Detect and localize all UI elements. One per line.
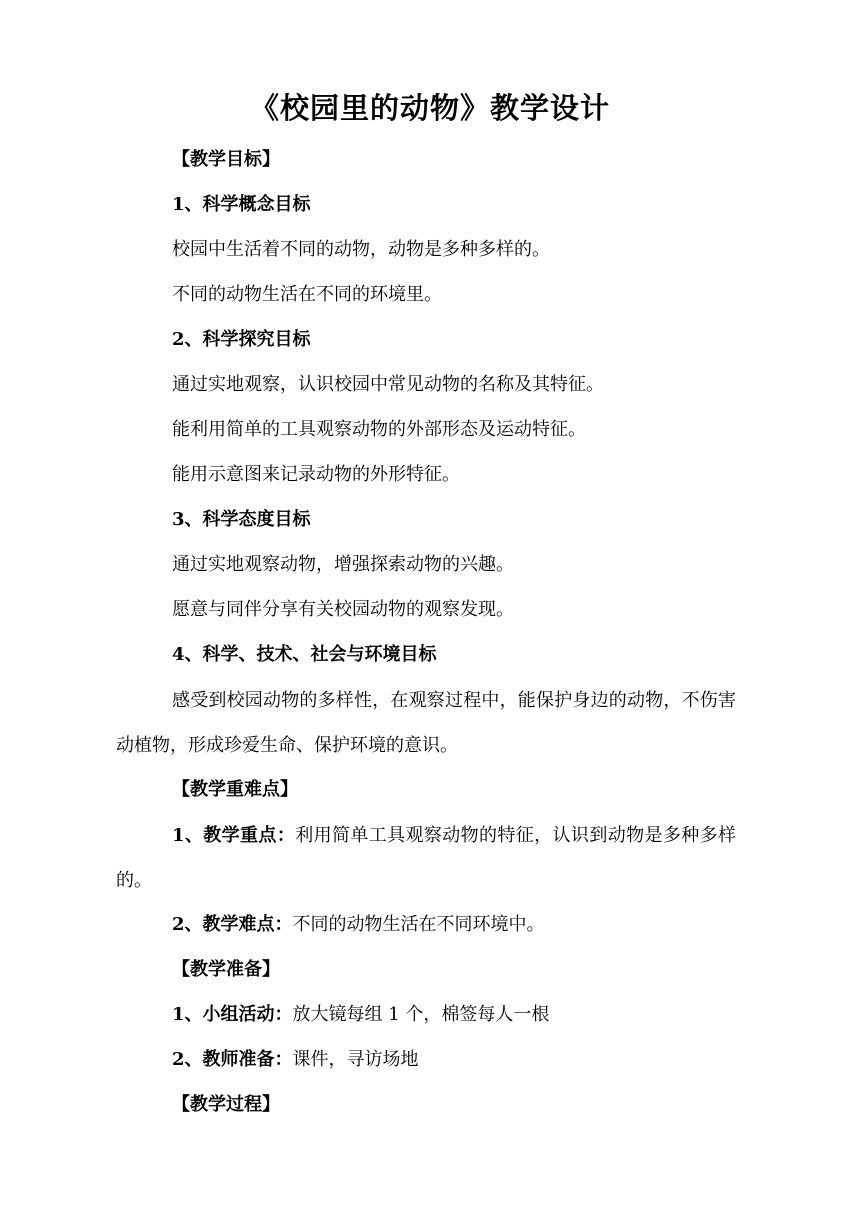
goal-heading-stse: 4、科学、技术、社会与环境目标 [172, 644, 437, 665]
key-point-difficulty-text: 不同的动物生活在不同环境中。 [292, 914, 545, 935]
section-heading-objectives: 【教学目标】 [172, 149, 280, 170]
key-point-focus [116, 813, 736, 903]
goal-heading-inquiry: 2、科学探究目标 [172, 329, 311, 350]
goal-inquiry-item-2: 能利用简单的工具观察动物的外部形态及运动特征。 [172, 419, 586, 440]
goal-inquiry-item-3: 能用示意图来记录动物的外形特征。 [172, 464, 460, 485]
preparation-teacher-text: 课件，寻访场地 [292, 1049, 419, 1070]
goal-heading-attitude: 3、科学态度目标 [172, 509, 311, 530]
goal-attitude-item-1: 通过实地观察动物，增强探索动物的兴趣。 [172, 554, 514, 575]
goal-heading-concept: 1、科学概念目标 [172, 194, 311, 215]
goal-stse-paragraph: 感受到校园动物的多样性，在观察过程中，能保护身边的动物，不伤害动植物，形成珍爱生命、保护环境的意识。 [116, 690, 736, 756]
goal-inquiry-item-1: 通过实地观察，认识校园中常见动物的名称及其特征。 [172, 374, 604, 395]
section-heading-process: 【教学过程】 [172, 1094, 280, 1115]
preparation-group [172, 1002, 549, 1028]
key-point-difficulty-label: 2、教学难点： [172, 914, 293, 935]
key-point-focus-label: 1、教学重点： [172, 825, 296, 846]
goal-concept-item-1: 校园中生活着不同的动物，动物是多种多样的。 [172, 239, 550, 260]
preparation-group-text: 放大镜每组 1 个，棉签每人一根 [292, 1004, 550, 1025]
preparation-teacher [172, 1047, 419, 1073]
goal-attitude-item-2: 愿意与同伴分享有关校园动物的观察发现。 [172, 599, 514, 620]
preparation-teacher-label: 2、教师准备： [172, 1049, 293, 1070]
key-point-difficulty [172, 912, 545, 938]
section-heading-preparation: 【教学准备】 [172, 959, 280, 980]
preparation-group-label: 1、小组活动： [172, 1004, 293, 1025]
section-heading-key-points: 【教学重难点】 [172, 779, 298, 800]
key-point-focus-text: 利用简单工具观察动物的特征，认识到动物是多种多样的。 [116, 825, 736, 891]
goal-concept-item-2: 不同的动物生活在不同的环境里。 [172, 284, 442, 305]
document-title: 《校园里的动物》教学设计 [249, 91, 610, 125]
